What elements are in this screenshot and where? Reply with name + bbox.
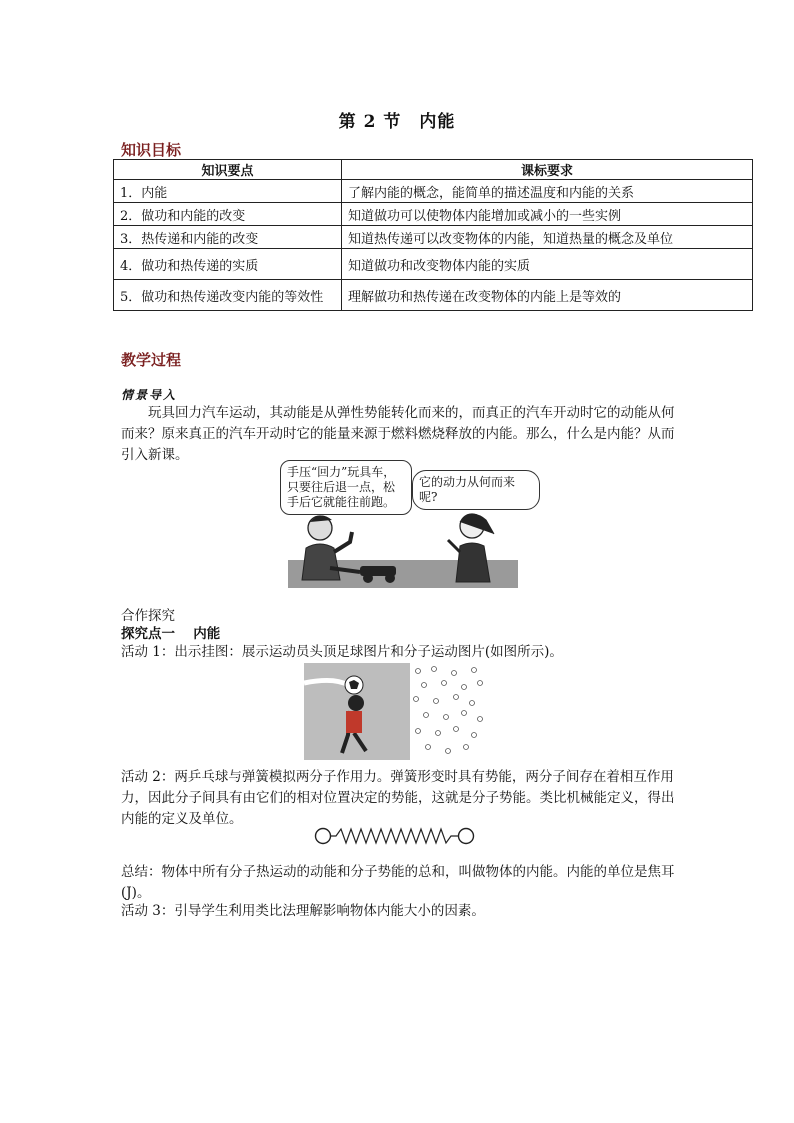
activity-1: 活动 1：出示挂图：展示运动员头顶足球图片和分子运动图片(如图所示)。 (121, 644, 563, 660)
page-title: 第 2 节 内能 (338, 112, 456, 132)
table-row (114, 249, 753, 280)
bubble-line: 只要往后退一点，松 (287, 480, 396, 494)
table-cell: 知道热传递可以改变物体的内能，知道热量的概念及单位 (342, 226, 753, 249)
summary-text: 总结：物体中所有分子热运动的动能和分子势能的总和，叫做物体的内能。内能的单位是焦耳(J)。 (121, 864, 675, 901)
bubble-line: 手后它就能往前跑。 (287, 495, 396, 509)
teaching-process-heading: 教学过程 (121, 351, 182, 369)
activity-2: 活动 2：两乒乓球与弹簧模拟两分子作用力。弹簧形变时具有势能，两分子间存在着相互作用力，因此分子间具有由它们的相对位置决定的势能，这就是分子势能。类比机械能定义，得出内能的定义及单位。 (121, 769, 675, 827)
table-cell: 理解做功和热传递在改变物体的内能上是等效的 (342, 280, 753, 311)
spring-model-figure (314, 826, 476, 846)
intro-paragraph: 玩具回力汽车运动，其动能是从弹性势能转化而来的，而真正的汽车开动时它的动能从何而来？原来真正的汽车开动时它的能量来源于燃料燃烧释放的内能。那么，什么是内能？从而引入新课。 (121, 405, 675, 463)
table-header: 课标要求 (342, 160, 753, 180)
table-cell: 5．做功和热传递改变内能的等效性 (114, 280, 342, 311)
table-header: 知识要点 (114, 160, 342, 180)
coop-heading: 合作探究 (121, 608, 175, 624)
soccer-molecules-drawing (304, 663, 486, 760)
table-cell: 1．内能 (114, 180, 342, 203)
table-cell: 了解内能的概念，能简单的描述温度和内能的关系 (342, 180, 753, 203)
table-row (114, 280, 753, 311)
table-row (114, 180, 753, 203)
knowledge-goals-heading: 知识目标 (121, 141, 182, 159)
activity-3: 活动 3：引导学生利用类比法理解影响物体内能大小的因素。 (121, 903, 485, 919)
table-row (114, 226, 753, 249)
table-cell: 2．做功和内能的改变 (114, 203, 342, 226)
soccer-molecules-figure (304, 663, 486, 760)
point-one-heading: 探究点一 内能 (121, 626, 221, 642)
speech-bubble-left (280, 460, 412, 515)
knowledge-goals-table (113, 159, 753, 311)
spring-model-drawing (314, 826, 476, 846)
bubble-line: 手压“回力”玩具车， (287, 465, 396, 479)
table-cell: 知道做功和改变物体内能的实质 (342, 249, 753, 280)
cartoon-illustration (280, 460, 520, 590)
table-cell: 知道做功可以使物体内能增加或减小的一些实例 (342, 203, 753, 226)
speech-bubble-right: 它的动力从何而来呢? (412, 470, 540, 510)
intro-heading: 情景导入 (121, 388, 178, 402)
table-header-row (114, 160, 753, 180)
table-row (114, 203, 753, 226)
table-cell: 4．做功和热传递的实质 (114, 249, 342, 280)
table-cell: 3．热传递和内能的改变 (114, 226, 342, 249)
